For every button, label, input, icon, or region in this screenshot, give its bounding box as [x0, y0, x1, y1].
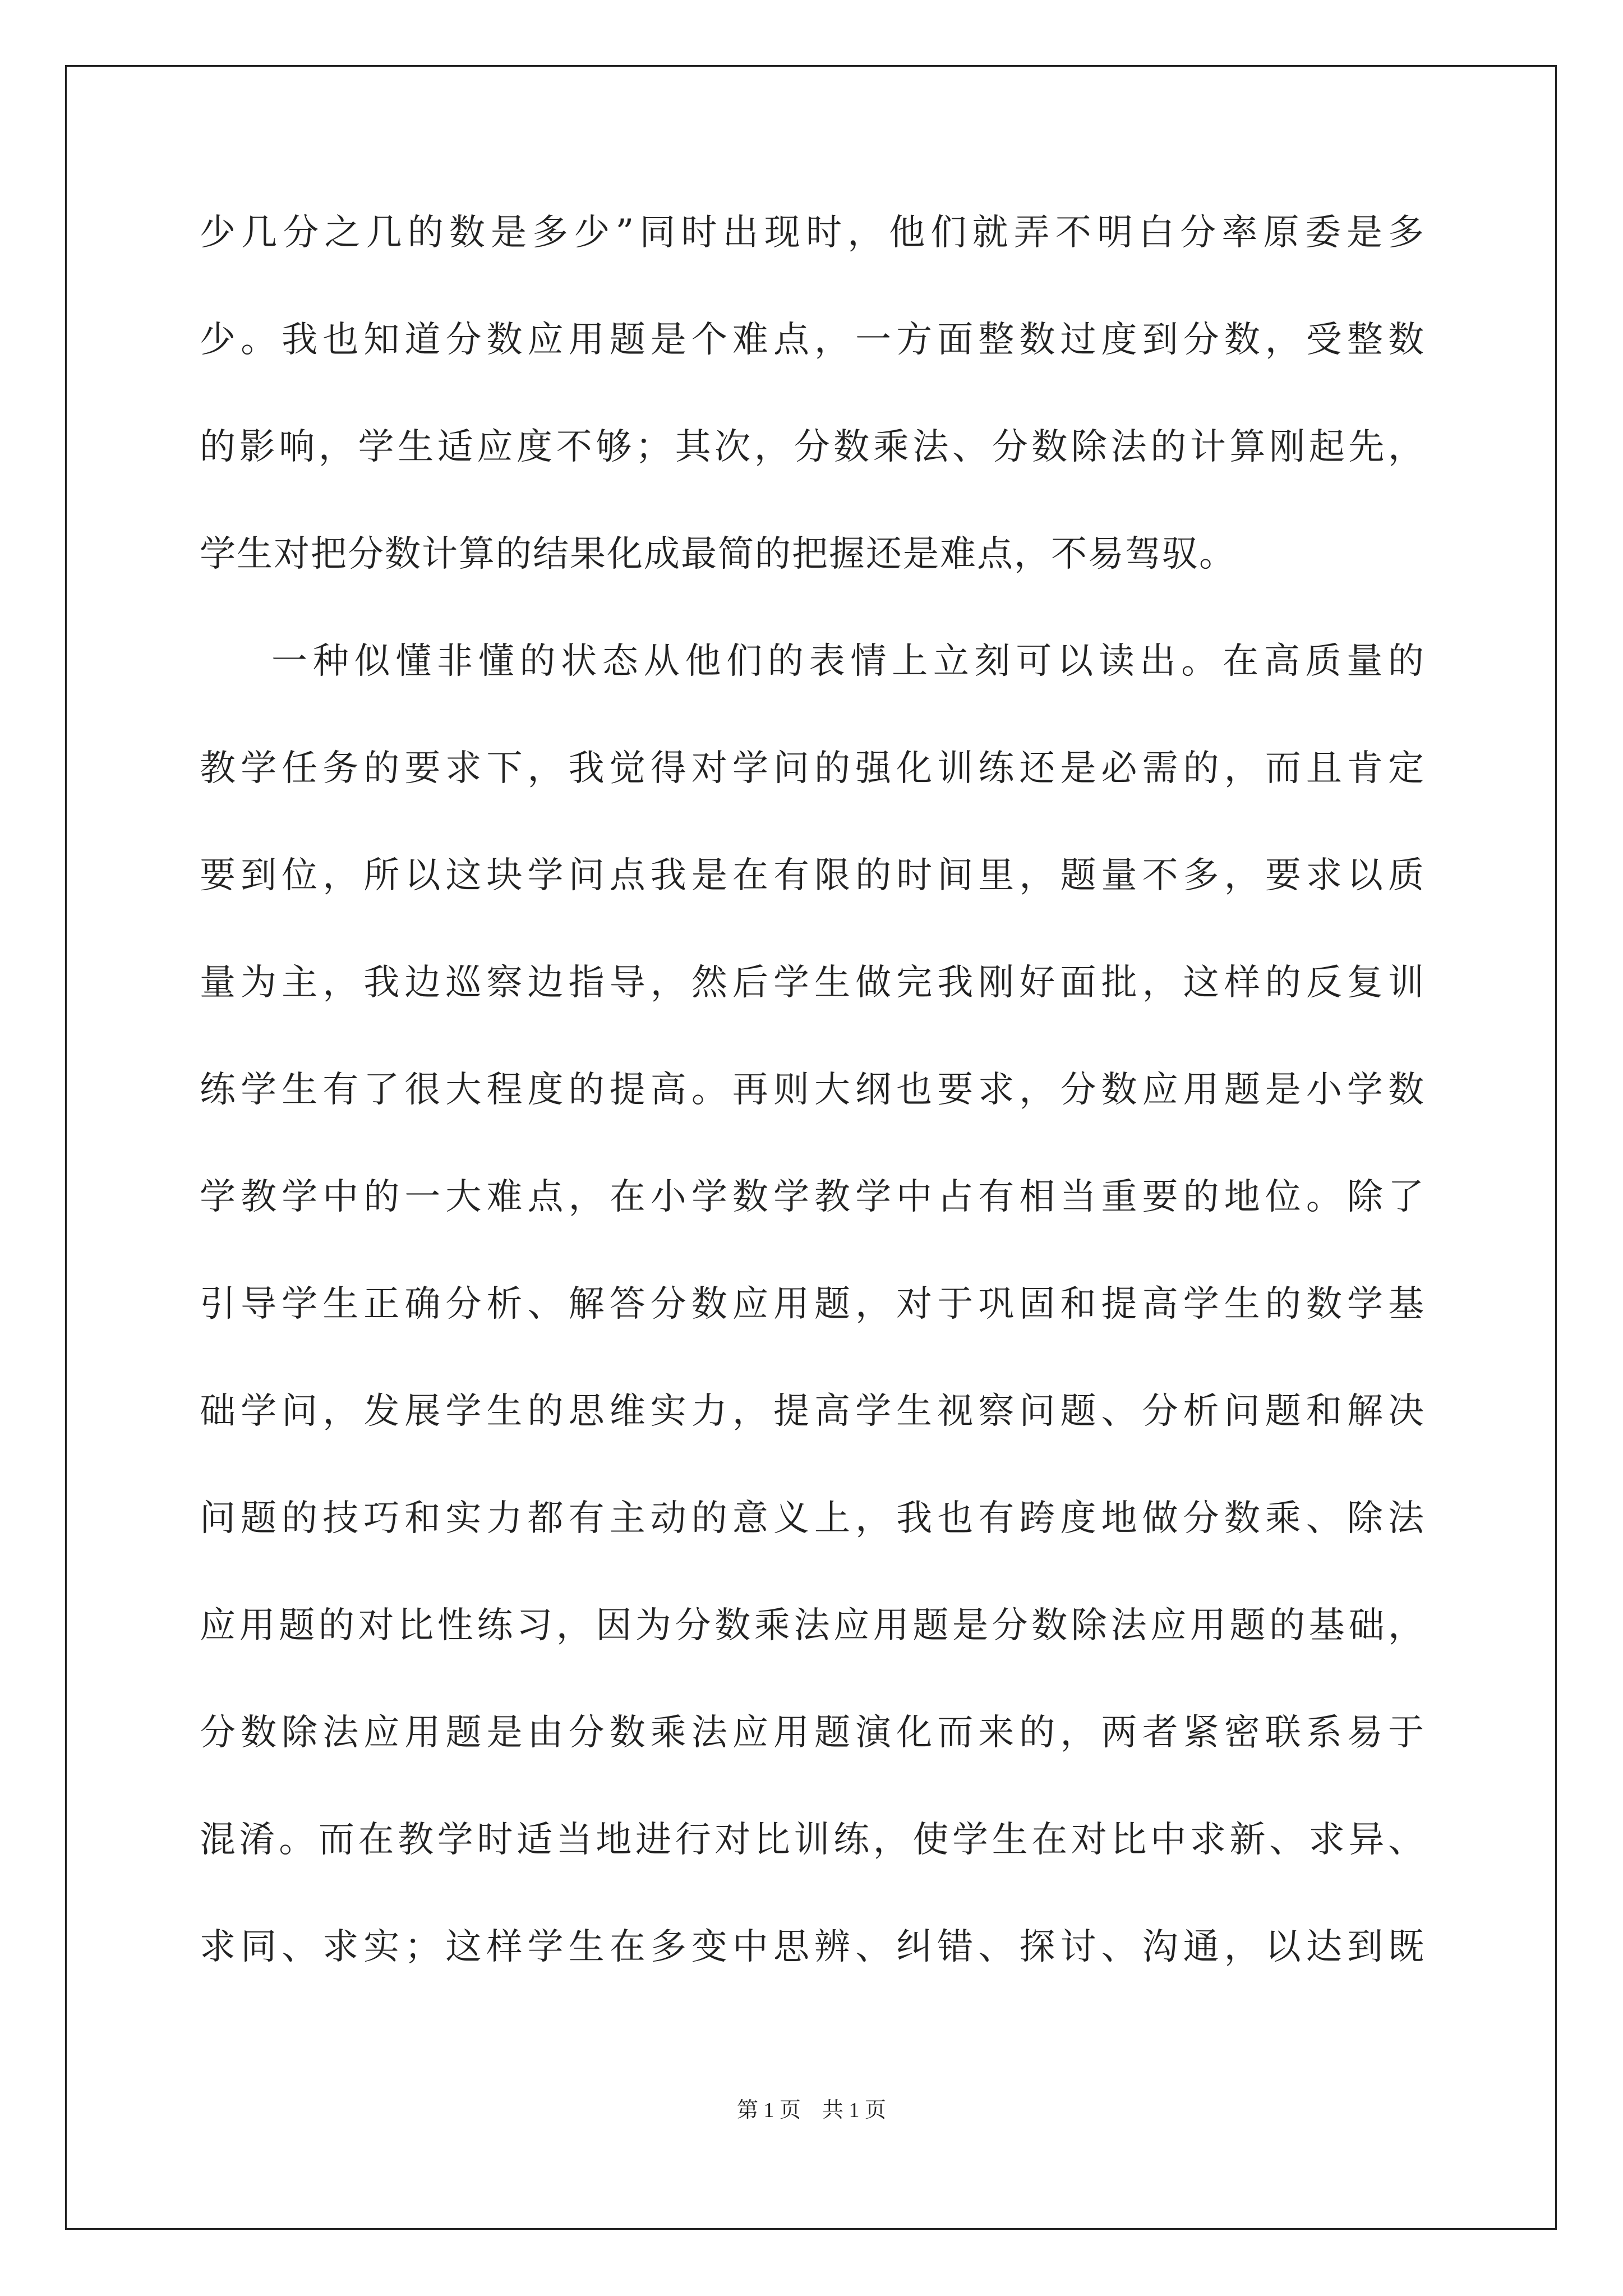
text-line: 混淆。而在教学时适当地进行对比训练，使学生在对比中求新、求异、 — [200, 1819, 1425, 1861]
text-line: 问题的技巧和实力都有主动的意义上，我也有跨度地做分数乘、除法 — [200, 1498, 1425, 1539]
text-line: 少几分之几的数是多少”同时出现时，他们就弄不明白分率原委是多 — [200, 212, 1425, 254]
text-line: 教学任务的要求下，我觉得对学问的强化训练还是必需的，而且肯定 — [200, 748, 1425, 789]
text-line: 量为主，我边巡察边指导，然后学生做完我刚好面批，这样的反复训 — [200, 962, 1425, 1004]
text-line: 学生对把分数计算的结果化成最简的把握还是难点，不易驾驭。 — [200, 533, 1236, 575]
text-line: 应用题的对比性练习，因为分数乘法应用题是分数除法应用题的基础， — [200, 1605, 1425, 1646]
text-line: 要到位，所以这块学问点我是在有限的时间里，题量不多，要求以质 — [200, 855, 1425, 896]
text-line: 引导学生正确分析、解答分数应用题，对于巩固和提高学生的数学基 — [200, 1283, 1425, 1325]
text-line: 求同、求实；这样学生在多变中思辨、纠错、探讨、沟通，以达到既 — [200, 1926, 1425, 1968]
text-line: 础学问，发展学生的思维实力，提高学生视察问题、分析问题和解决 — [200, 1391, 1425, 1432]
text-line: 的影响，学生适应度不够；其次，分数乘法、分数除法的计算刚起先， — [200, 426, 1425, 468]
document-body — [200, 210, 1425, 2032]
text-line: 少。我也知道分数应用题是个难点，一方面整数过度到分数，受整数 — [200, 319, 1425, 361]
text-line: 学教学中的一大难点，在小学数学教学中占有相当重要的地位。除了 — [200, 1176, 1425, 1218]
text-line: 分数除法应用题是由分数乘法应用题演化而来的，两者紧密联系易于 — [200, 1712, 1425, 1754]
page-number-footer: 第 1 页 共 1 页 — [736, 2099, 886, 2122]
text-line: 练学生有了很大程度的提高。再则大纲也要求，分数应用题是小学数 — [200, 1069, 1425, 1111]
text-line-paragraph-start: 一种似懂非懂的状态从他们的表情上立刻可以读出。在高质量的 — [271, 641, 1425, 682]
